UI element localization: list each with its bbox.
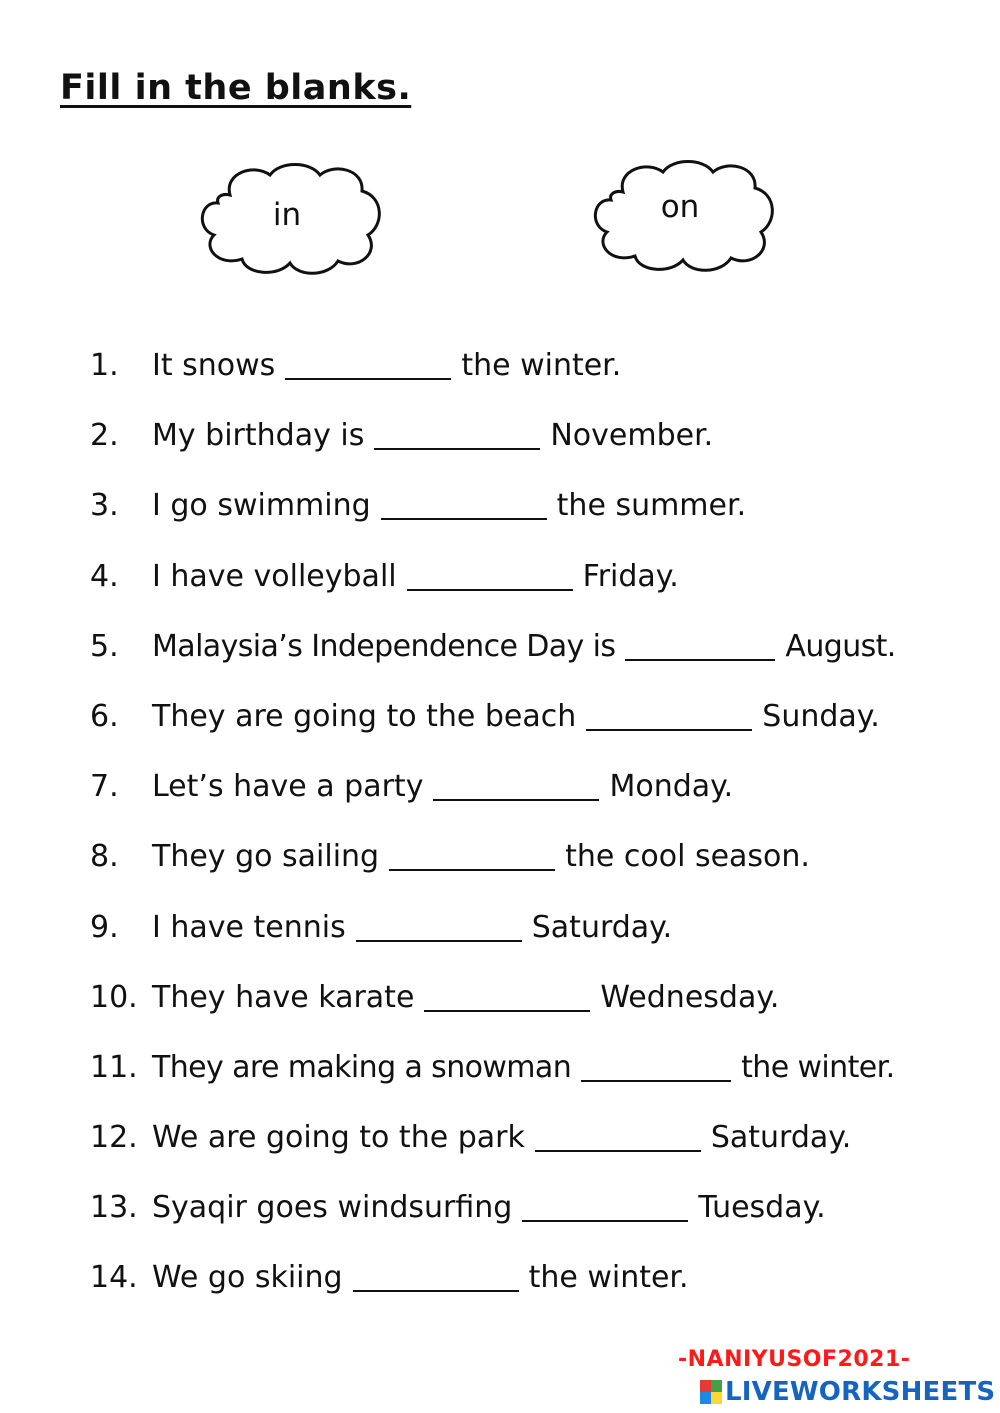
answer-blank[interactable] bbox=[581, 1050, 731, 1082]
question-text-before: We go skiing bbox=[152, 1260, 343, 1296]
question-text-after: Saturday. bbox=[531, 909, 673, 945]
question-text-after: Saturday. bbox=[710, 1120, 852, 1156]
question-number: 8. bbox=[90, 839, 119, 875]
question-text-before: We are going to the park bbox=[152, 1120, 525, 1156]
question-text-before: They have karate bbox=[152, 979, 415, 1015]
question-text-after: August. bbox=[785, 628, 896, 664]
question-text-after: the winter. bbox=[741, 1049, 895, 1085]
question-text-before: I have volleyball bbox=[152, 558, 397, 594]
question-number: 1. bbox=[90, 348, 119, 383]
answer-blank[interactable] bbox=[522, 1190, 688, 1222]
answer-blank[interactable] bbox=[374, 418, 540, 450]
question-item bbox=[90, 1190, 896, 1260]
question-item bbox=[90, 910, 896, 980]
word-bank-cloud-in bbox=[192, 155, 382, 275]
question-item bbox=[90, 699, 896, 769]
question-number: 5. bbox=[90, 628, 119, 664]
question-item bbox=[90, 629, 896, 699]
question-text-before: My birthday is bbox=[152, 418, 365, 454]
question-number: 9. bbox=[90, 909, 119, 945]
question-text-before: They are going to the beach bbox=[152, 698, 577, 734]
question-item bbox=[90, 488, 896, 558]
question-text-after: Wednesday. bbox=[600, 979, 780, 1015]
question-item bbox=[90, 1050, 896, 1120]
question-text-after: November. bbox=[550, 418, 714, 454]
question-number: 10. bbox=[90, 979, 138, 1015]
question-number: 13. bbox=[90, 1190, 138, 1226]
answer-blank[interactable] bbox=[389, 839, 555, 871]
answer-blank[interactable] bbox=[586, 699, 752, 731]
liveworksheets-logo-icon bbox=[700, 1380, 722, 1404]
question-text-before: It snows bbox=[152, 348, 276, 383]
question-number: 11. bbox=[90, 1049, 138, 1085]
question-number: 3. bbox=[90, 488, 119, 524]
word-bank-cloud-on bbox=[585, 152, 775, 272]
question-number: 12. bbox=[90, 1120, 138, 1156]
question-number: 2. bbox=[90, 418, 119, 454]
answer-blank[interactable] bbox=[424, 980, 590, 1012]
question-text-before: Syaqir goes windsurfing bbox=[152, 1190, 513, 1226]
question-text-before: They are making a snowman bbox=[152, 1049, 572, 1085]
question-item bbox=[90, 980, 896, 1050]
question-item bbox=[90, 418, 896, 488]
question-text-before: Let’s have a party bbox=[152, 769, 424, 805]
question-text-before: Malaysia’s Independence Day is bbox=[152, 628, 616, 664]
question-text-after: the winter. bbox=[528, 1260, 689, 1296]
question-text-after: the winter. bbox=[461, 348, 622, 383]
question-number: 14. bbox=[90, 1260, 138, 1296]
word-bank-in: in bbox=[272, 197, 302, 233]
question-text-after: Tuesday. bbox=[698, 1190, 826, 1226]
question-text-before: I have tennis bbox=[152, 909, 346, 945]
answer-blank[interactable] bbox=[353, 1260, 519, 1292]
author-credit: -NANIYUSOF2021- bbox=[678, 1347, 911, 1372]
question-text-before: They go sailing bbox=[152, 839, 380, 875]
question-text-after: the cool season. bbox=[565, 839, 810, 875]
answer-blank[interactable] bbox=[356, 910, 522, 942]
question-item bbox=[90, 1120, 896, 1190]
liveworksheets-brand bbox=[700, 1377, 995, 1407]
question-number: 6. bbox=[90, 698, 119, 734]
answer-blank[interactable] bbox=[433, 769, 599, 801]
question-number: 7. bbox=[90, 769, 119, 805]
answer-blank[interactable] bbox=[407, 559, 573, 591]
answer-blank[interactable] bbox=[381, 488, 547, 520]
worksheet-title: Fill in the blanks. bbox=[60, 68, 412, 108]
word-bank-on: on bbox=[660, 189, 700, 225]
question-text-after: Friday. bbox=[582, 558, 679, 594]
brand-name: LIVEWORKSHEETS bbox=[725, 1377, 996, 1407]
answer-blank[interactable] bbox=[285, 348, 451, 380]
question-item bbox=[90, 839, 896, 909]
question-number: 4. bbox=[90, 558, 119, 594]
question-item bbox=[90, 348, 896, 418]
question-text-before: I go swimming bbox=[152, 488, 371, 524]
question-item bbox=[90, 769, 896, 839]
answer-blank[interactable] bbox=[625, 629, 775, 661]
question-list bbox=[90, 348, 896, 1331]
question-item bbox=[90, 559, 896, 629]
answer-blank[interactable] bbox=[535, 1120, 701, 1152]
question-text-after: Sunday. bbox=[762, 698, 880, 734]
question-item bbox=[90, 1260, 896, 1330]
question-text-after: Monday. bbox=[609, 769, 734, 805]
question-text-after: the summer. bbox=[556, 488, 747, 524]
